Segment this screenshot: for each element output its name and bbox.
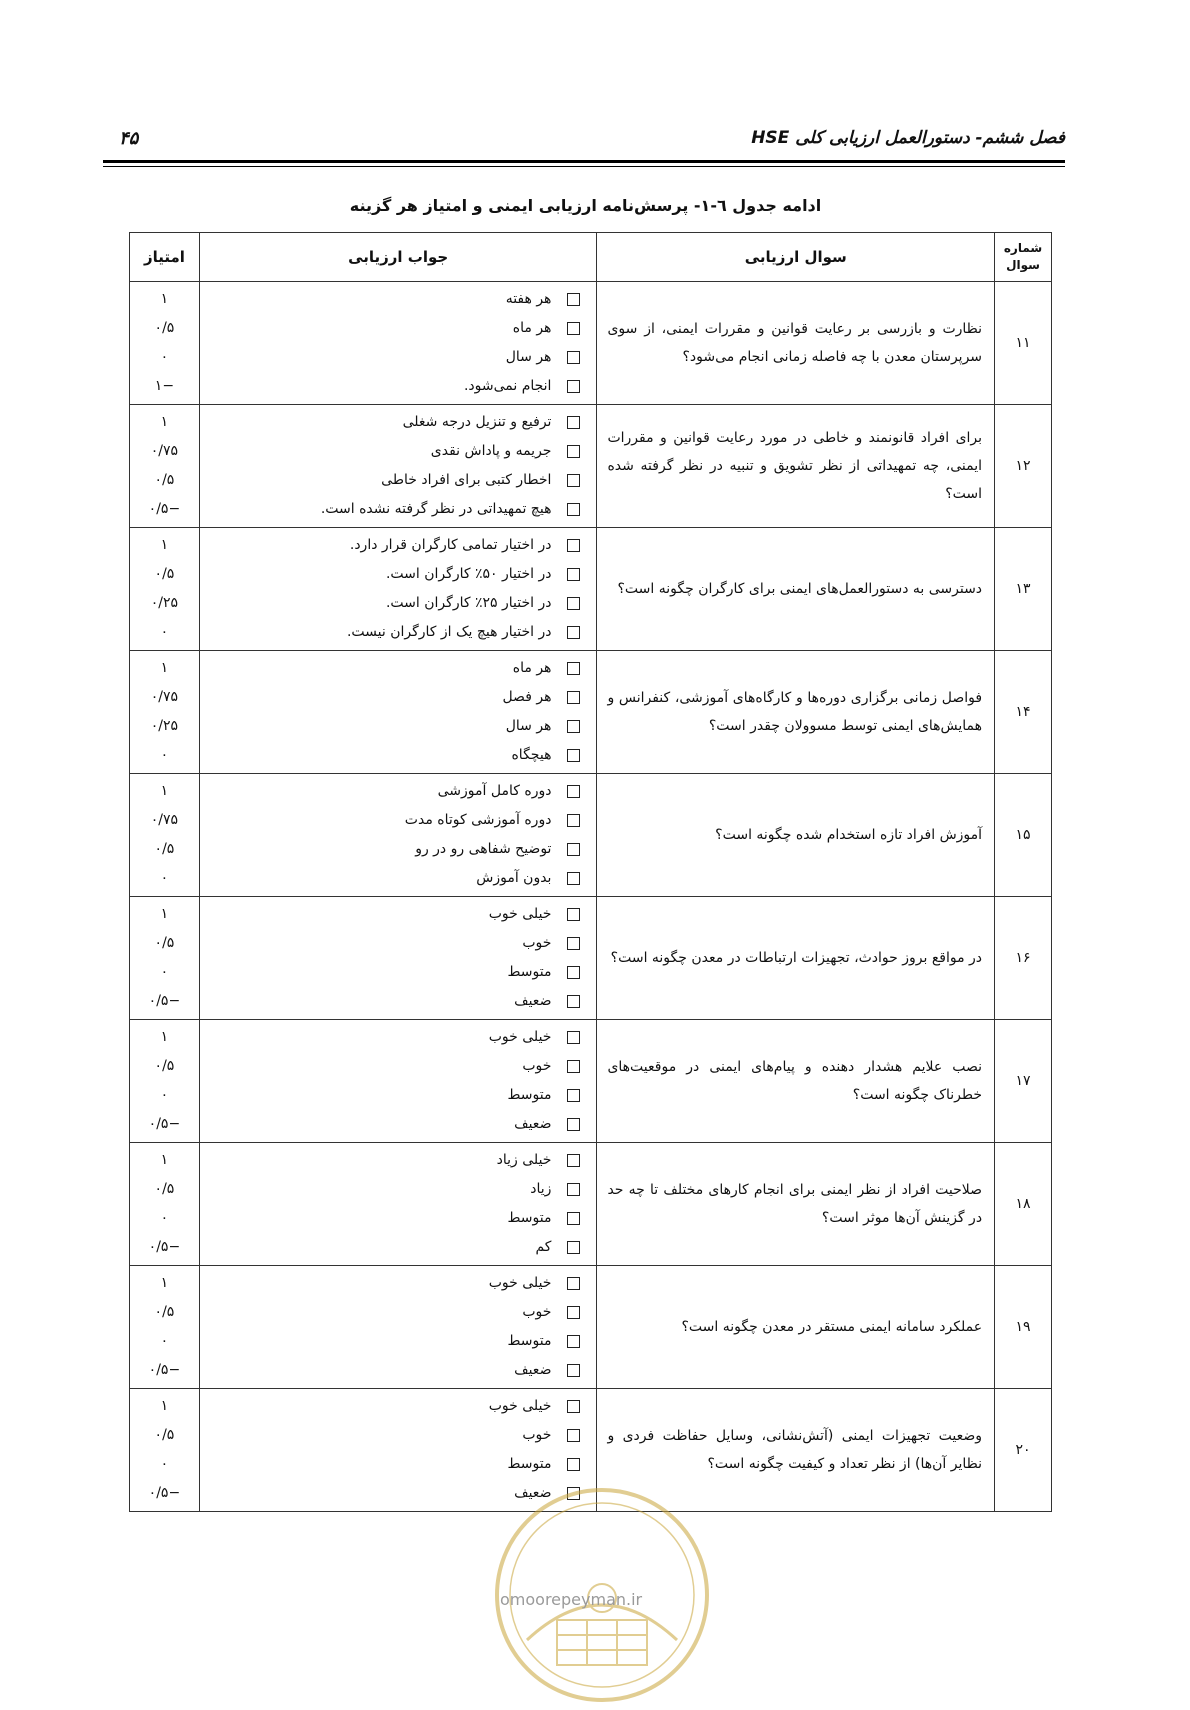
- question-number: ۱۷: [995, 1020, 1052, 1143]
- answer-option-label: بدون آموزش: [476, 870, 552, 886]
- answer-option-label: هر هفته: [505, 291, 552, 307]
- answer-option-label: دوره کامل آموزشی: [437, 783, 552, 799]
- answer-options: [199, 528, 597, 651]
- table-row: [130, 774, 1052, 897]
- answer-option[interactable]: [200, 1052, 597, 1081]
- answer-option[interactable]: [200, 1356, 597, 1385]
- answer-option-label: هر فصل: [502, 689, 552, 705]
- score-values: [130, 1020, 200, 1143]
- checkbox-icon[interactable]: [567, 872, 580, 885]
- checkbox-icon[interactable]: [567, 995, 580, 1008]
- answer-option[interactable]: [200, 343, 597, 372]
- answer-option-label: خوب: [522, 1427, 552, 1443]
- score-value: ۰: [160, 1456, 169, 1472]
- score-value: ۱: [160, 291, 169, 307]
- question-text: در مواقع بروز حوادث، تجهیزات ارتباطات در معدن چگونه است؟: [597, 897, 995, 1020]
- score-values: [130, 282, 200, 405]
- score-values: [130, 897, 200, 1020]
- table-row: [130, 1143, 1052, 1266]
- checkbox-icon[interactable]: [567, 568, 580, 581]
- answer-option-label: انجام نمی‌شود.: [463, 378, 552, 394]
- answer-option[interactable]: [200, 531, 597, 560]
- score-value: ۱: [160, 1152, 169, 1168]
- checkbox-icon[interactable]: [567, 1183, 580, 1196]
- answer-option-label: خوب: [522, 1304, 552, 1320]
- answer-option[interactable]: [200, 408, 597, 437]
- table-row: [130, 282, 1052, 405]
- checkbox-icon[interactable]: [567, 1277, 580, 1290]
- score-value: ۱: [160, 906, 169, 922]
- checkbox-icon[interactable]: [567, 474, 580, 487]
- answer-option-label: خیلی زیاد: [496, 1152, 552, 1168]
- checkbox-icon[interactable]: [567, 937, 580, 950]
- answer-option[interactable]: [200, 1392, 597, 1421]
- checkbox-icon[interactable]: [567, 351, 580, 364]
- score-value: ۱: [160, 1398, 169, 1414]
- answer-options: [199, 774, 597, 897]
- checkbox-icon[interactable]: [567, 814, 580, 827]
- score-value: ۱: [160, 1029, 169, 1045]
- answer-option-label: متوسط: [507, 1210, 552, 1226]
- answer-option[interactable]: [200, 777, 597, 806]
- question-number: ۲۰: [995, 1389, 1052, 1512]
- answer-option-label: در اختیار هیچ یک از کارگران نیست.: [346, 624, 552, 640]
- page-header: [103, 128, 1065, 152]
- page-number: ۴۵: [119, 128, 139, 149]
- answer-option[interactable]: [200, 589, 597, 618]
- score-value: ۰/۵: [154, 472, 175, 488]
- question-text: برای افراد قانونمند و خاطی در مورد رعایت قوانین و مقررات ایمنی، چه تمهیداتی از نظر تشویق و تنبیه در نظر گرفته شده است؟: [597, 405, 995, 528]
- answer-option[interactable]: [200, 654, 597, 683]
- checkbox-icon[interactable]: [567, 293, 580, 306]
- answer-option-label: متوسط: [507, 1087, 552, 1103]
- table-body: [130, 282, 1052, 1512]
- checkbox-icon[interactable]: [567, 966, 580, 979]
- header-answer: جواب ارزیابی: [199, 233, 597, 282]
- answer-options: [199, 1020, 597, 1143]
- checkbox-icon[interactable]: [567, 1241, 580, 1254]
- header-score: امتیاز: [130, 233, 200, 282]
- score-values: [130, 528, 200, 651]
- score-value: ۰: [160, 1333, 169, 1349]
- score-value: ۰: [160, 349, 169, 365]
- answer-option-label: دوره آموزشی کوتاه مدت: [404, 812, 552, 828]
- answer-option-label: خیلی خوب: [488, 906, 552, 922]
- answer-option[interactable]: [200, 1081, 597, 1110]
- answer-options: [199, 1143, 597, 1266]
- checkbox-icon[interactable]: [567, 1306, 580, 1319]
- answer-option[interactable]: [200, 929, 597, 958]
- answer-option[interactable]: [200, 495, 597, 524]
- answer-option-label: در اختیار تمامی کارگران قرار دارد.: [349, 537, 552, 553]
- answer-option-label: جریمه و پاداش نقدی: [430, 443, 552, 459]
- score-value: ۰/۵: [154, 1427, 175, 1443]
- answer-option-label: ضعیف: [514, 1116, 552, 1132]
- answer-option[interactable]: [200, 437, 597, 466]
- score-value: ۰: [160, 624, 169, 640]
- answer-option[interactable]: [200, 1327, 597, 1356]
- checkbox-icon[interactable]: [567, 380, 580, 393]
- table-row: [130, 897, 1052, 1020]
- answer-option[interactable]: [200, 314, 597, 343]
- question-text: وضعیت تجهیزات ایمنی (آتش‌نشانی، وسایل حفاظت فردی و نظایر آن‌ها) از نظر تعداد و کیفیت چگونه است؟: [597, 1389, 995, 1512]
- answer-option-label: ضعیف: [514, 993, 552, 1009]
- score-value: −۰/۵: [148, 1239, 181, 1255]
- checkbox-icon[interactable]: [567, 445, 580, 458]
- checkbox-icon[interactable]: [567, 1335, 580, 1348]
- answer-option[interactable]: [200, 958, 597, 987]
- score-value: ۰: [160, 1210, 169, 1226]
- checkbox-icon[interactable]: [567, 1364, 580, 1377]
- score-value: ۰: [160, 964, 169, 980]
- checkbox-icon[interactable]: [567, 843, 580, 856]
- answer-option-label: متوسط: [507, 1333, 552, 1349]
- answer-option[interactable]: [200, 683, 597, 712]
- answer-option-label: کم: [535, 1239, 552, 1255]
- score-value: ۰/۵: [154, 935, 175, 951]
- chapter-title: فصل ششم- دستورالعمل ارزیابی کلی HSE: [751, 128, 1065, 148]
- answer-option[interactable]: [200, 1233, 597, 1262]
- answer-option-label: متوسط: [507, 1456, 552, 1472]
- answer-option[interactable]: [200, 835, 597, 864]
- answer-option-label: هر ماه: [512, 660, 552, 676]
- score-value: −۰/۵: [148, 501, 181, 517]
- answer-option-label: توضیح شفاهی رو در رو: [415, 841, 552, 857]
- checkbox-icon[interactable]: [567, 691, 580, 704]
- checkbox-icon[interactable]: [567, 1089, 580, 1102]
- score-value: ۱: [160, 537, 169, 553]
- answer-option[interactable]: [200, 712, 597, 741]
- answer-option-label: خیلی خوب: [488, 1275, 552, 1291]
- table-row: [130, 651, 1052, 774]
- question-text: صلاحیت افراد از نظر ایمنی برای انجام کارهای مختلف تا چه حد در گزینش آن‌ها موثر است؟: [597, 1143, 995, 1266]
- header-number: شماره سوال: [995, 233, 1052, 282]
- score-values: [130, 405, 200, 528]
- question-number: ۱۲: [995, 405, 1052, 528]
- answer-option-label: هیچگاه: [511, 747, 552, 763]
- answer-option[interactable]: [200, 806, 597, 835]
- checkbox-icon[interactable]: [567, 539, 580, 552]
- answer-option[interactable]: [200, 1110, 597, 1139]
- answer-option-label: ترفیع و تنزیل درجه شغلی: [402, 414, 552, 430]
- checkbox-icon[interactable]: [567, 503, 580, 516]
- checkbox-icon[interactable]: [567, 908, 580, 921]
- answer-option[interactable]: [200, 1450, 597, 1479]
- score-value: ۱: [160, 414, 169, 430]
- question-number: ۱۶: [995, 897, 1052, 1020]
- answer-options: [199, 282, 597, 405]
- answer-option[interactable]: [200, 618, 597, 647]
- checkbox-icon[interactable]: [567, 749, 580, 762]
- assessment-table: [129, 232, 1052, 1512]
- score-value: −۰/۵: [148, 1362, 181, 1378]
- score-value: ۰/۵: [154, 1058, 175, 1074]
- checkbox-icon[interactable]: [567, 597, 580, 610]
- score-value: ۰: [160, 1087, 169, 1103]
- answer-option-label: خوب: [522, 1058, 552, 1074]
- header-rule-thin: [103, 166, 1065, 167]
- answer-options: [199, 651, 597, 774]
- score-value: −۰/۵: [148, 1485, 181, 1501]
- question-text: نصب علایم هشدار دهنده و پیام‌های ایمنی در موقعیت‌های خطرناک چگونه است؟: [597, 1020, 995, 1143]
- score-values: [130, 1143, 200, 1266]
- question-text: آموزش افراد تازه استخدام شده چگونه است؟: [597, 774, 995, 897]
- score-value: ۰/۲۵: [150, 595, 179, 611]
- answer-option-label: متوسط: [507, 964, 552, 980]
- question-number: ۱۵: [995, 774, 1052, 897]
- checkbox-icon[interactable]: [567, 720, 580, 733]
- score-value: ۰/۵: [154, 1304, 175, 1320]
- answer-option-label: اخطار کتبی برای افراد خاطی: [381, 472, 552, 488]
- answer-option[interactable]: [200, 372, 597, 401]
- score-value: ۰: [160, 747, 169, 763]
- answer-option[interactable]: [200, 1298, 597, 1327]
- checkbox-icon[interactable]: [567, 662, 580, 675]
- score-value: ۰/۵: [154, 566, 175, 582]
- answer-option[interactable]: [200, 741, 597, 770]
- answer-option-label: هر ماه: [512, 320, 552, 336]
- answer-options: [199, 897, 597, 1020]
- answer-option-label: خیلی خوب: [488, 1398, 552, 1414]
- answer-option[interactable]: [200, 1421, 597, 1450]
- answer-option[interactable]: [200, 285, 597, 314]
- answer-option[interactable]: [200, 1204, 597, 1233]
- score-value: ۱: [160, 783, 169, 799]
- answer-option[interactable]: [200, 1269, 597, 1298]
- score-values: [130, 1389, 200, 1512]
- score-value: −۱: [154, 378, 175, 394]
- answer-option-label: خیلی خوب: [488, 1029, 552, 1045]
- checkbox-icon[interactable]: [567, 1429, 580, 1442]
- answer-option-label: در اختیار ۵۰٪ کارگران است.: [385, 566, 552, 582]
- checkbox-icon[interactable]: [567, 1060, 580, 1073]
- answer-option-label: خوب: [522, 935, 552, 951]
- answer-option-label: ضعیف: [514, 1362, 552, 1378]
- question-text: عملکرد سامانه ایمنی مستقر در معدن چگونه است؟: [597, 1266, 995, 1389]
- checkbox-icon[interactable]: [567, 322, 580, 335]
- answer-options: [199, 1266, 597, 1389]
- question-number: ۱۹: [995, 1266, 1052, 1389]
- score-value: ۰: [160, 870, 169, 886]
- answer-option[interactable]: [200, 560, 597, 589]
- score-value: −۰/۵: [148, 1116, 181, 1132]
- checkbox-icon[interactable]: [567, 626, 580, 639]
- score-value: ۰/۲۵: [150, 718, 179, 734]
- score-value: ۱: [160, 660, 169, 676]
- score-values: [130, 774, 200, 897]
- checkbox-icon[interactable]: [567, 1154, 580, 1167]
- question-number: ۱۳: [995, 528, 1052, 651]
- answer-option-label: هر سال: [505, 718, 552, 734]
- checkbox-icon[interactable]: [567, 416, 580, 429]
- checkbox-icon[interactable]: [567, 1458, 580, 1471]
- answer-option-label: هیچ تمهیداتی در نظر گرفته نشده است.: [320, 501, 552, 517]
- table-row: [130, 1266, 1052, 1389]
- score-value: ۰/۵: [154, 1181, 175, 1197]
- answer-option-label: در اختیار ۲۵٪ کارگران است.: [385, 595, 552, 611]
- answer-option-label: زیاد: [530, 1181, 552, 1197]
- question-number: ۱۴: [995, 651, 1052, 774]
- table-row: [130, 1020, 1052, 1143]
- table-row: [130, 405, 1052, 528]
- score-value: ۰/۷۵: [150, 812, 179, 828]
- score-values: [130, 651, 200, 774]
- checkbox-icon[interactable]: [567, 1118, 580, 1131]
- score-value: ۰/۵: [154, 320, 175, 336]
- answer-option[interactable]: [200, 900, 597, 929]
- question-text: نظارت و بازرسی بر رعایت قوانین و مقررات ایمنی، از سوی سرپرستان معدن با چه فاصله زمانی انجام می‌شود؟: [597, 282, 995, 405]
- checkbox-icon[interactable]: [567, 1212, 580, 1225]
- answer-option[interactable]: [200, 466, 597, 495]
- answer-option[interactable]: [200, 864, 597, 893]
- answer-option-label: ضعیف: [514, 1485, 552, 1501]
- table-caption: ادامه جدول ٦-١- پرسش‌نامه ارزیابی ایمنی و امتیاز هر گزینه: [349, 196, 822, 215]
- answer-option[interactable]: [200, 1146, 597, 1175]
- checkbox-icon[interactable]: [567, 785, 580, 798]
- question-text: فواصل زمانی برگزاری دوره‌ها و کارگاه‌های آموزشی، کنفرانس و همایش‌های ایمنی توسط مسوولان چقدر است؟: [597, 651, 995, 774]
- header-rule-thick: [103, 160, 1065, 163]
- score-value: ۰/۵: [154, 841, 175, 857]
- answer-options: [199, 405, 597, 528]
- question-number: ۱۱: [995, 282, 1052, 405]
- score-value: ۰/۷۵: [150, 689, 179, 705]
- score-value: ۰/۷۵: [150, 443, 179, 459]
- answer-option[interactable]: [200, 1175, 597, 1204]
- question-text: دسترسی به دستورالعمل‌های ایمنی برای کارگران چگونه است؟: [597, 528, 995, 651]
- score-value: −۰/۵: [148, 993, 181, 1009]
- checkbox-icon[interactable]: [567, 1400, 580, 1413]
- score-value: ۱: [160, 1275, 169, 1291]
- watermark-url: omoorepeyman.ir: [500, 1590, 643, 1609]
- score-values: [130, 1266, 200, 1389]
- answer-option[interactable]: [200, 1023, 597, 1052]
- answer-option-label: هر سال: [505, 349, 552, 365]
- header-question: سوال ارزیابی: [597, 233, 995, 282]
- table-header-row: [130, 233, 1052, 282]
- table-row: [130, 528, 1052, 651]
- question-number: ۱۸: [995, 1143, 1052, 1266]
- answer-option[interactable]: [200, 987, 597, 1016]
- checkbox-icon[interactable]: [567, 1031, 580, 1044]
